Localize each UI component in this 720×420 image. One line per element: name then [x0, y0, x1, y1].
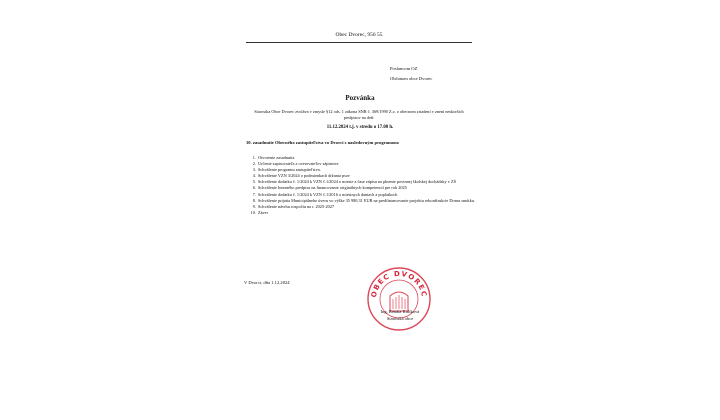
program-item-text: Schválenie programu zastupiteľstva.	[258, 167, 321, 173]
program-item-text: Schválenie prijatia Municipálneho úveru vo výške 35 980,31 EUR na predfinancovanie projektu rekonštrukcie Domu smútku.	[258, 197, 475, 203]
program-item-text: Schválenie návrhu rozpočtu na r. 2025-2027	[258, 203, 335, 209]
municipality-header: Obec Dvorec, 956 55	[335, 32, 383, 38]
signatory-role: Starostka obce	[386, 316, 414, 321]
program-item-number: 9.	[252, 203, 256, 209]
stamp-text: OBEC DVOREC	[369, 269, 429, 299]
program-item-number: 4.	[252, 173, 256, 179]
program-item-number: 3.	[252, 167, 256, 173]
program-item-number: 1.	[252, 155, 256, 160]
program-item-text: Schválenie VZN 3/2024 o podmienkach držania psov	[258, 173, 351, 179]
program-item	[248, 210, 488, 216]
program-item-number: 10.	[250, 209, 256, 215]
document-title: Pozvánka	[345, 94, 375, 102]
program-item-number: 8.	[252, 197, 256, 203]
program-item-text: Určenie zapisovateľa a overovateľov zápisnice	[258, 161, 339, 167]
program-item-text: Otvorenie zasadnutia	[258, 155, 295, 160]
program-item-number: 7.	[252, 191, 256, 197]
program-item-text: Schválenie dodatku č. 1/2024 k VZN č.1/2024 o mieste a čase zápisu na plnenie povinnej školskej dochádzky v ZŠ	[258, 179, 457, 185]
recipient-line: Poslancom OZ	[390, 66, 418, 71]
program-item-text: Schválenie Interného predpisu na financovanie originálnych kompetencií pre rok 2025	[258, 185, 407, 191]
header-divider	[246, 42, 472, 43]
signature-block	[362, 308, 438, 322]
program-item-text: Schválenie dodatku č. 1/2024 k VZN č.1/2016 o miestnych daniach a poplatkoch	[258, 191, 398, 197]
program-item-number: 2.	[252, 161, 256, 167]
recipients-block	[390, 64, 432, 84]
signatory-name: Ing. Renáta Kulíková	[380, 309, 420, 314]
session-heading: 10. zasadnutie Obecného zastupiteľstva vo Dvorci s nasledovným programom:	[246, 140, 400, 145]
recipient-line: Občanom obce Dvorec	[390, 76, 433, 81]
meeting-date: 11.12.2024 t.j. v stredu o 17.00 h.	[326, 125, 394, 130]
place-and-date: V Dvorci, dňa 1.12.2024	[244, 280, 290, 285]
intro-paragraph: Starostka Obce Dvorec zvoláva v zmysle §12 ods. 1 zákona SNR č. 369/1990 Z.z. o obecnom zriadení v znení neskorších predpisov na deň:	[254, 109, 464, 121]
program-item-number: 6.	[252, 185, 256, 191]
program-list	[248, 155, 488, 216]
program-item-number: 5.	[252, 179, 256, 185]
program-item-text: Záver	[258, 209, 269, 215]
